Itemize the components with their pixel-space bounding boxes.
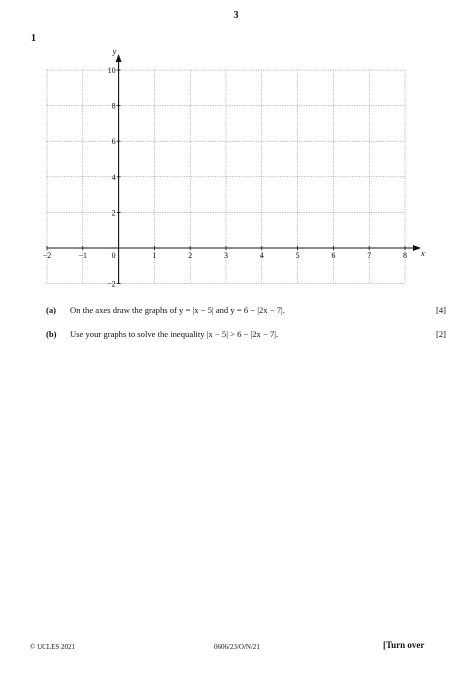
y-tick-label: 4 xyxy=(111,172,116,182)
x-tick-label: 0 xyxy=(111,251,116,260)
x-tick-label: 5 xyxy=(295,251,300,260)
y-tick-label: 8 xyxy=(111,101,116,111)
page-number: 3 xyxy=(233,10,239,21)
coordinate-grid xyxy=(0,0,472,300)
copyright-footer: © UCLES 2021 xyxy=(30,643,75,651)
axes-lines xyxy=(47,54,421,284)
x-axis-arrow xyxy=(413,245,421,251)
y-tick-label: 6 xyxy=(111,137,116,147)
x-tick-label: −2 xyxy=(42,251,52,260)
y-tick-label: 2 xyxy=(111,208,116,218)
y-axis-label: y xyxy=(112,46,117,56)
x-tick-label: 3 xyxy=(224,251,228,260)
tick-labels xyxy=(43,46,425,289)
question-number: 1 xyxy=(31,33,36,44)
turn-over-label: [Turn over xyxy=(383,640,425,650)
x-tick-label: 2 xyxy=(188,251,193,260)
y-tick-label: −2 xyxy=(107,279,116,289)
part-a-marks: [4] xyxy=(435,305,446,315)
y-axis-arrow xyxy=(116,54,122,62)
x-tick-label: 6 xyxy=(331,251,336,260)
part-a-text: On the axes draw the graphs of y = |x − 5| and y = 6 − |2x − 7|. xyxy=(70,305,285,315)
paper-code-footer: 0606/23/O/N/21 xyxy=(214,643,260,651)
y-tick-label: 10 xyxy=(107,66,116,75)
x-axis-label: x xyxy=(421,248,425,258)
part-b-marks: [2] xyxy=(435,329,446,339)
part-b-label: (b) xyxy=(46,329,57,339)
x-tick-label: 8 xyxy=(403,251,407,260)
part-b-text: Use your graphs to solve the inequality |x − 5| > 6 − |2x − 7|. xyxy=(70,329,279,339)
x-tick-label: −1 xyxy=(78,251,88,260)
x-tick-label: 1 xyxy=(152,251,157,260)
x-tick-label: 4 xyxy=(259,251,264,260)
part-a-label: (a) xyxy=(46,305,57,315)
x-tick-label: 7 xyxy=(367,251,372,260)
